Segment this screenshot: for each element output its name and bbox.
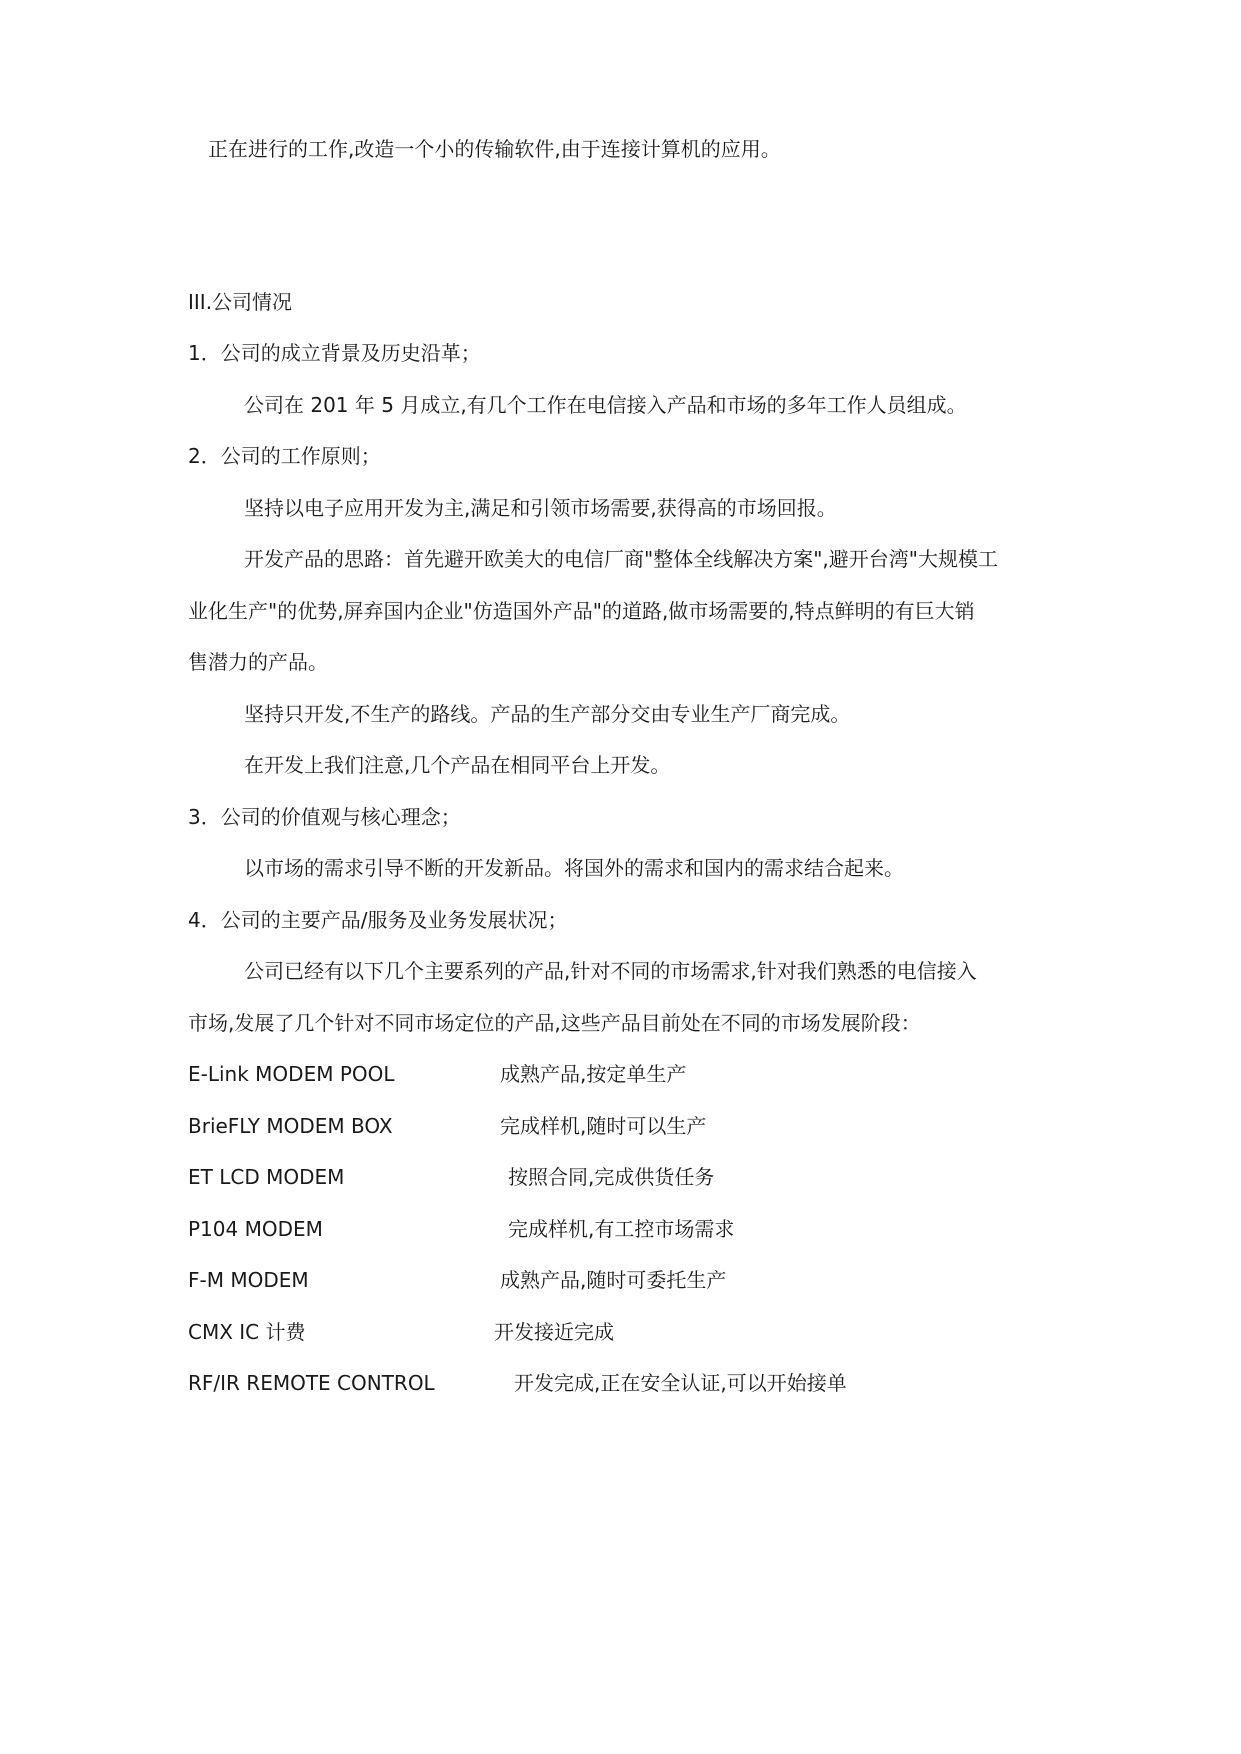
paragraph-continuation: 售潜力的产品。 — [188, 650, 328, 674]
heading-4: 4．公司的主要产品/服务及业务发展状况； — [188, 908, 568, 932]
paragraph: 坚持以电子应用开发为主,满足和引领市场需要,获得高的市场回报。 — [244, 496, 837, 520]
paragraph: 开发产品的思路：首先避开欧美大的电信厂商"整体全线解决方案",避开台湾"大规模工 — [244, 547, 998, 571]
paragraph-continuation: 市场,发展了几个针对不同市场定位的产品,这些产品目前处在不同的市场发展阶段： — [188, 1011, 921, 1035]
product-status: 成熟产品,随时可委托生产 — [500, 1268, 727, 1292]
paragraph: 在开发上我们注意,几个产品在相同平台上开发。 — [244, 753, 671, 777]
product-name: CMX IC 计费 — [188, 1320, 306, 1344]
product-status: 开发完成,正在安全认证,可以开始接单 — [514, 1371, 847, 1395]
product-status: 开发接近完成 — [494, 1320, 614, 1344]
product-name: P104 MODEM — [188, 1217, 323, 1241]
product-name: E-Link MODEM POOL — [188, 1062, 395, 1086]
product-status: 按照合同,完成供货任务 — [508, 1165, 715, 1189]
product-status: 完成样机,有工控市场需求 — [508, 1217, 735, 1241]
paragraph: 以市场的需求引导不断的开发新品。将国外的需求和国内的需求结合起来。 — [244, 856, 904, 880]
heading-3: 3．公司的价值观与核心理念； — [188, 805, 461, 829]
paragraph: 公司已经有以下几个主要系列的产品,针对不同的市场需求,针对我们熟悉的电信接入 — [244, 959, 977, 983]
product-status: 成熟产品,按定单生产 — [500, 1062, 687, 1086]
product-name: BrieFLY MODEM BOX — [188, 1114, 393, 1138]
paragraph: 公司在 201 年 5 月成立,有几个工作在电信接入产品和市场的多年工作人员组成。 — [244, 393, 967, 417]
heading-1: 1．公司的成立背景及历史沿革； — [188, 341, 481, 365]
product-name: F-M MODEM — [188, 1268, 309, 1292]
product-name: ET LCD MODEM — [188, 1165, 345, 1189]
paragraph: 坚持只开发,不生产的路线。产品的生产部分交由专业生产厂商完成。 — [244, 702, 851, 726]
product-status: 完成样机,随时可以生产 — [500, 1114, 707, 1138]
paragraph-continuation: 业化生产"的优势,屏弃国内企业"仿造国外产品"的道路,做市场需要的,特点鲜明的有巨大销 — [188, 599, 975, 623]
intro-paragraph: 正在进行的工作,改造一个小的传输软件,由于连接计算机的应用。 — [208, 137, 781, 161]
product-name: RF/IR REMOTE CONTROL — [188, 1371, 435, 1395]
heading-2: 2．公司的工作原则； — [188, 444, 381, 468]
section-title: III.公司情况 — [188, 290, 293, 314]
